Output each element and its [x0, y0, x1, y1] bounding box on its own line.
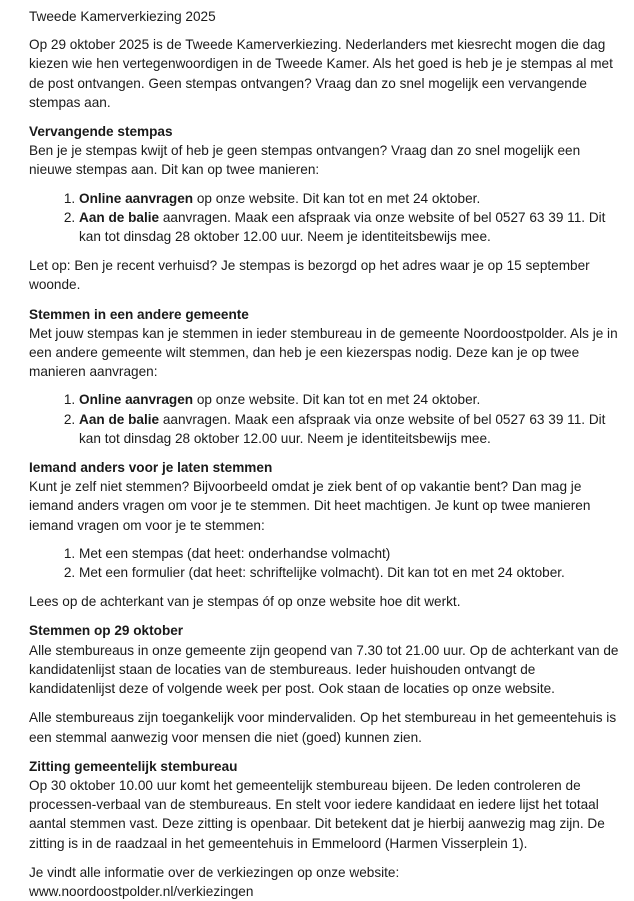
section-heading: Vervangende stempas — [29, 124, 173, 140]
section-note: Alle stembureaus zijn toegankelijk voor mindervaliden. Op het stembureau in het gemeentehuis is een stemmal aanwezig voor mensen die niet (goed) kunnen zien. — [29, 710, 617, 745]
list-item-text: aanvragen. Maak een afspraak via onze website of bel 0527 63 39 11. Dit kan tot dinsdag 28 oktober 12.00 uur. Neem je identiteitsbewijs mee. — [79, 209, 606, 245]
closing-text: Je vindt alle informatie over de verkiezingen op onze website: — [29, 864, 400, 880]
options-list — [29, 544, 624, 582]
intro-paragraph: Op 29 oktober 2025 is de Tweede Kamerverkiezing. Nederlanders met kiesrecht mogen die dag kiezen wie hen vertegenwoordigen in de Tweede Kamer. Als het goed is heb je je stempas al met de post ontvangen. Geen stempas ontvangen? Vraag dan zo snel mogelijk een vervangende stempas aan. — [29, 37, 613, 110]
section-body: Op 30 oktober 10.00 uur komt het gemeentelijk stembureau bijeen. De leden controleren de processen-verbaal van de stembureaus. En stelt voor iedere kandidaat en iedere lijst het totaal aantal stemmen vast. Deze zitting is openbaar. Dit betekent dat je hierbij aanwezig mag zijn. De zitting is in de raadzaal in het gemeentehuis in Emmeloord (Harmen Visserplein 1). — [29, 777, 605, 851]
list-item-bold: Online aanvragen — [79, 190, 194, 206]
section-machtigen — [29, 458, 624, 611]
options-list — [29, 390, 624, 448]
section-andere-gemeente — [29, 305, 624, 448]
list-item — [79, 208, 624, 246]
section-heading: Iemand anders voor je laten stemmen — [29, 460, 273, 476]
section-body: Kunt je zelf niet stemmen? Bijvoorbeeld omdat je ziek bent of op vakantie bent? Dan mag je iemand anders vragen om voor je te stemmen. Dit heet machtigen. Je kunt op twee manieren iemand vragen om voor je te stemmen: — [29, 479, 591, 533]
section-vervangende-stempas — [29, 122, 624, 295]
website-link[interactable]: www.noordoostpolder.nl/verkiezingen — [29, 883, 254, 899]
section-stemmen-29-oktober — [29, 621, 624, 746]
section-body: Alle stembureaus in onze gemeente zijn geopend van 7.30 tot 21.00 uur. Op de achterkant van de kandidatenlijst staan de locaties van de stembureaus. Ieder huishouden ontvangt de kandidatenlijst deze of volgende week per post. Ook staan de locaties op onze website. — [29, 642, 619, 697]
section-heading: Stemmen in een andere gemeente — [29, 306, 249, 322]
options-list — [29, 189, 624, 247]
section-heading: Zitting gemeentelijk stembureau — [29, 758, 238, 774]
list-item — [79, 410, 624, 448]
section-body: Met jouw stempas kan je stemmen in ieder stembureau in de gemeente Noordoostpolder. Als je in een andere gemeente wilt stemmen, dan heb je een kiezerspas nodig. Deze kan je op twee manieren aanvragen: — [29, 325, 618, 380]
page-title: Tweede Kamerverkiezing 2025 — [29, 9, 216, 24]
closing-paragraph — [29, 863, 624, 901]
section-heading: Stemmen op 29 oktober — [29, 623, 184, 639]
list-item-bold: Aan de balie — [79, 411, 160, 427]
list-item — [79, 390, 624, 409]
section-note: Let op: Ben je recent verhuisd? Je stempas is bezorgd op het adres waar je op 15 september woonde. — [29, 258, 590, 293]
list-item-bold: Online aanvragen — [79, 392, 194, 408]
section-body: Ben je je stempas kwijt of heb je geen stempas ontvangen? Vraag dan zo snel mogelijk een nieuwe stempas aan. Dit kan op twee manieren: — [29, 143, 581, 178]
list-item: 2. Met een formulier (dat heet: schriftelijke volmacht). Dit kan tot en met 24 oktober. — [79, 563, 624, 582]
list-item — [79, 189, 624, 208]
list-item: 1. Met een stempas (dat heet: onderhandse volmacht) — [79, 544, 624, 563]
list-item-text: op onze website. Dit kan tot en met 24 oktober. — [193, 190, 481, 206]
list-item-text: op onze website. Dit kan tot en met 24 oktober. — [193, 392, 481, 408]
list-item-bold: Aan de balie — [79, 209, 160, 225]
section-zitting — [29, 757, 624, 853]
list-item-text: aanvragen. Maak een afspraak via onze website of bel 0527 63 39 11. Dit kan tot dinsdag 28 oktober 12.00 uur. Neem je identiteitsbewijs mee. — [79, 411, 606, 446]
section-note: Lees op de achterkant van je stempas óf op onze website hoe dit werkt. — [29, 594, 461, 610]
